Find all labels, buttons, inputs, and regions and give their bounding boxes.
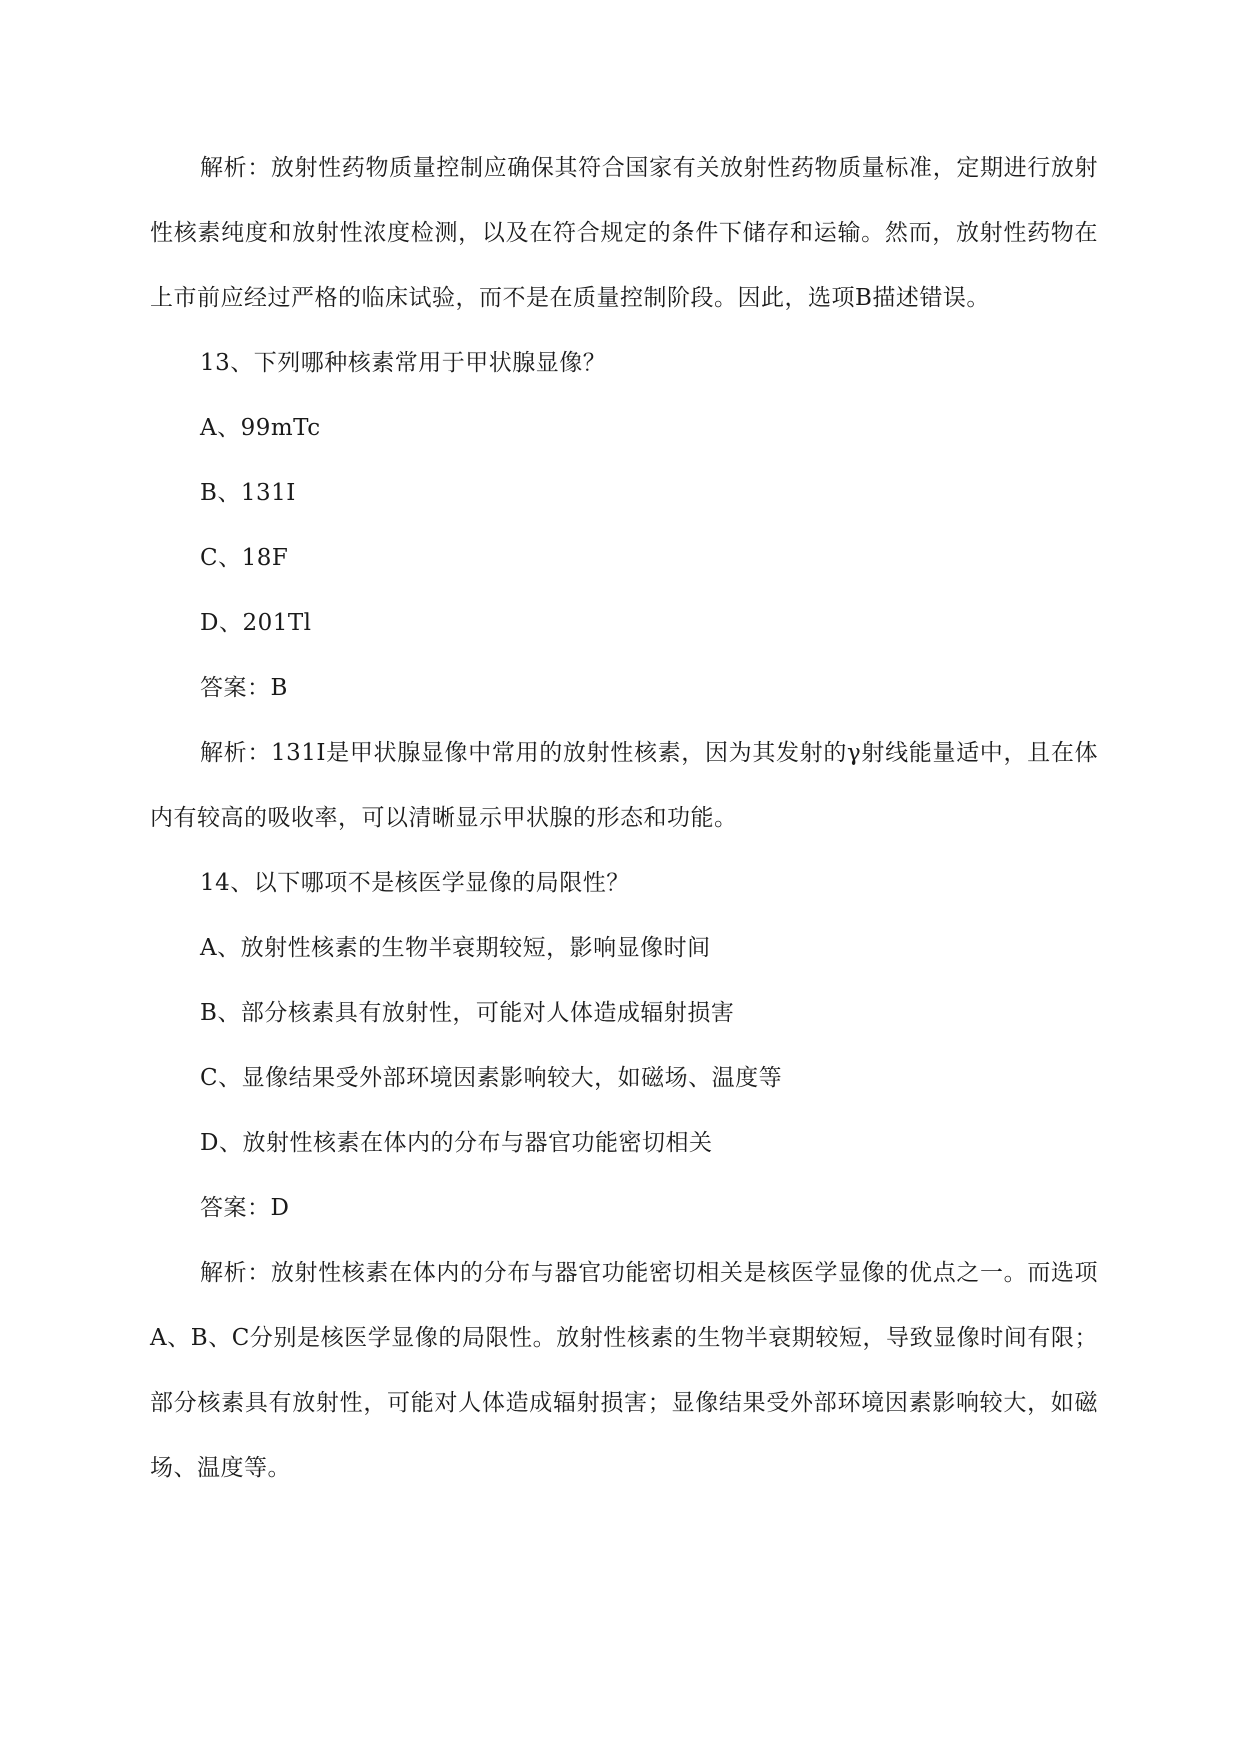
q14-question: 14、以下哪项不是核医学显像的局限性？ <box>200 870 630 896</box>
q14-answer: 答案：D <box>200 1195 290 1221</box>
q13-option-a: A、99mTc <box>200 415 321 441</box>
q14-option-c: C、显像结果受外部环境因素影响较大，如磁场、温度等 <box>200 1065 783 1091</box>
q13-option-d: D、201Tl <box>200 610 312 636</box>
q13-answer: 答案：B <box>200 675 288 701</box>
q13-option-b: B、131I <box>200 480 296 506</box>
document-body <box>150 136 1098 1501</box>
q14-option-a: A、放射性核素的生物半衰期较短，影响显像时间 <box>200 935 711 961</box>
q14-option-b: B、部分核素具有放射性，可能对人体造成辐射损害 <box>200 1000 735 1026</box>
q14-option-d: D、放射性核素在体内的分布与器官功能密切相关 <box>200 1130 713 1156</box>
q13-question: 13、下列哪种核素常用于甲状腺显像？ <box>200 350 607 376</box>
q14-analysis: 解析：放射性核素在体内的分布与器官功能密切相关是核医学显像的优点之一。而选项A、B、C分别是核医学显像的局限性。放射性核素的生物半衰期较短，导致显像时间有限；部分核素具有放射性，可能对人体造成辐射损害；显像结果受外部环境因素影响较大，如磁场、温度等。 <box>150 1260 1098 1481</box>
q12-analysis: 解析：放射性药物质量控制应确保其符合国家有关放射性药物质量标准，定期进行放射性核素纯度和放射性浓度检测，以及在符合规定的条件下储存和运输。然而，放射性药物在上市前应经过严格的临床试验，而不是在质量控制阶段。因此，选项B描述错误。 <box>150 155 1098 311</box>
q13-option-c: C、18F <box>200 545 289 571</box>
q13-analysis: 解析：131I是甲状腺显像中常用的放射性核素，因为其发射的γ射线能量适中，且在体内有较高的吸收率，可以清晰显示甲状腺的形态和功能。 <box>150 740 1098 831</box>
